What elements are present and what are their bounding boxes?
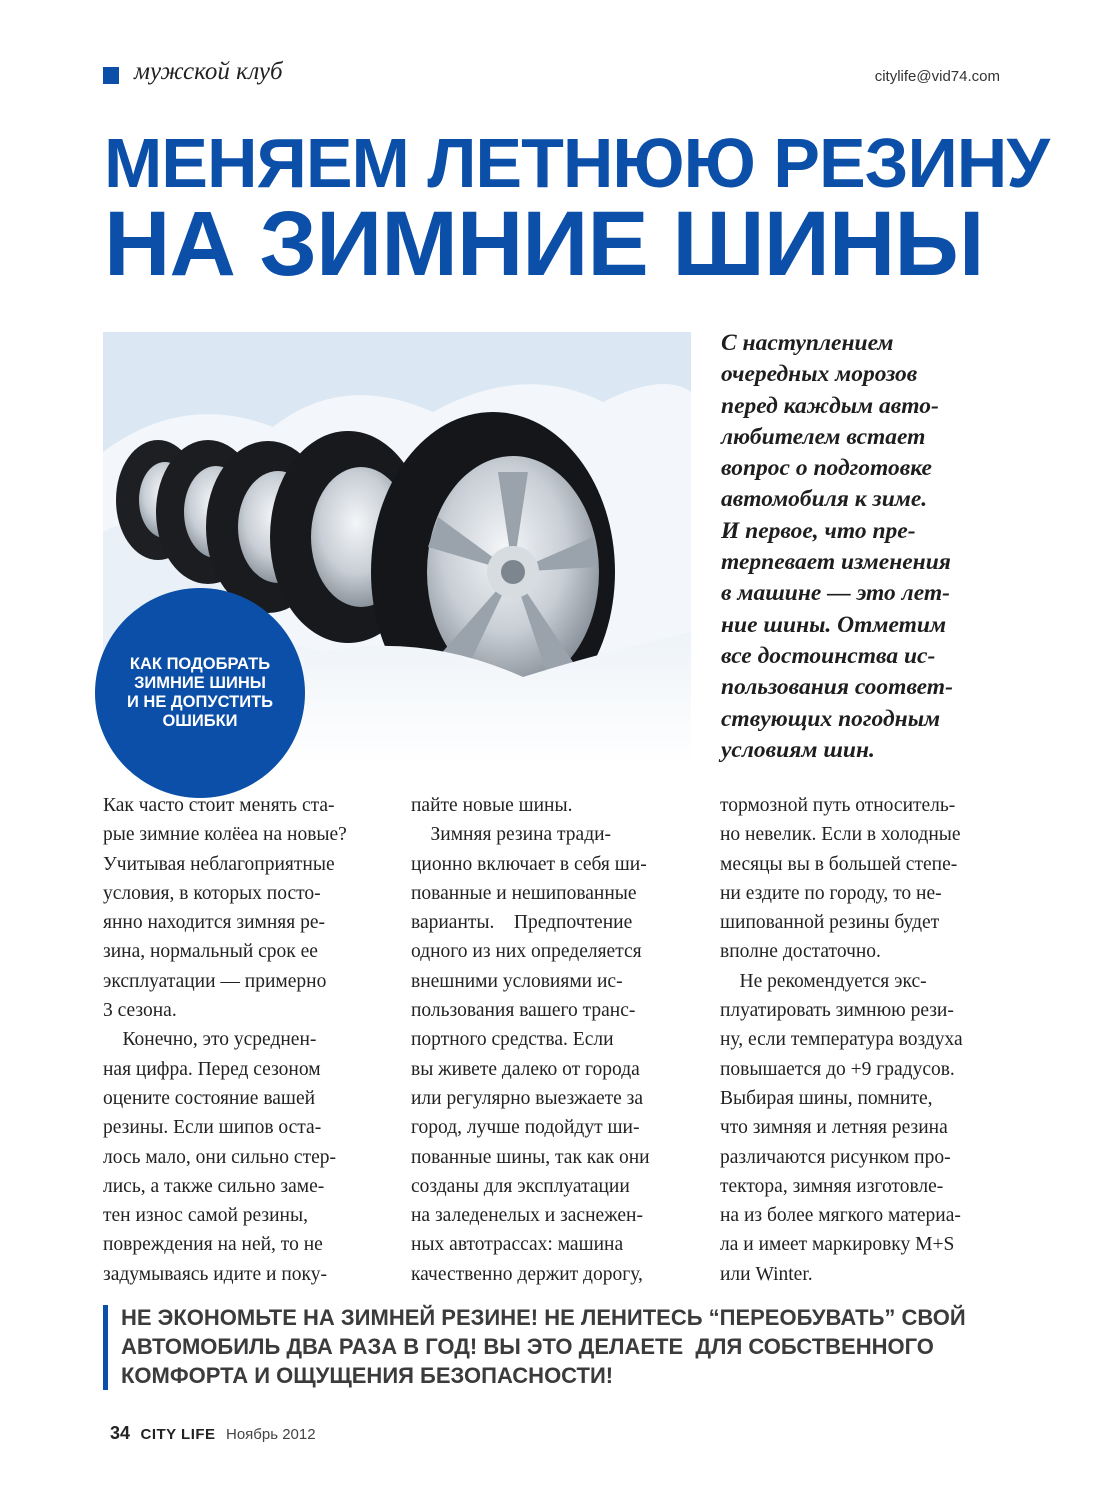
section-label: мужской клуб — [134, 58, 283, 85]
contact-email[interactable]: citylife@vid74.com — [874, 68, 1000, 85]
section-marker — [103, 67, 119, 84]
magazine-name: CITY LIFE — [140, 1426, 216, 1443]
callout-bar — [103, 1305, 108, 1390]
headline-line-1: МЕНЯЕМ ЛЕТНЮЮ РЕЗИНУ — [104, 124, 1049, 202]
body-column-3: тормозной путь относитель- но невелик. Если в холодные месяцы вы в большей степе- ни ездите по городу, то не- шипованной резины будет вполне достаточно. Не рекомендуется экс- плуатировать зимнюю рези- ну, если температура воздуха повышается до +9 градусов. Выбирая шины, помните, что зимняя и летняя резина различаются рисунком про- тектора, зимняя изготовле- на из более мягкого материа- ла и имеет маркировку M+S или Winter. — [720, 795, 963, 1285]
headline-line-2: НА ЗИМНИЕ ШИНЫ — [104, 193, 984, 295]
promo-circle — [95, 588, 305, 798]
body-column-2: пайте новые шины. Зимняя резина тради- ционно включает в себя ши- пованные и нешипованные варианты. Предпочтение одного из них определяется внешними условиями ис- пользования вашего транс- портного средства. Если вы живете далеко от города или регулярно выезжаете за город, лучше подойдут ши- пованные шины, так как они созданы для эксплуатации на заледенелых и заснежен- ных автотрассах: машина качественно держит дорогу, — [411, 795, 650, 1285]
promo-circle-text: КАК ПОДОБРАТЬ ЗИМНИЕ ШИНЫ И НЕ ДОПУСТИТЬ ОШИБКИ — [126, 655, 274, 730]
callout-text: НЕ ЭКОНОМЬТЕ НА ЗИМНЕЙ РЕЗИНЕ! НЕ ЛЕНИТЕСЬ “ПЕРЕОБУВАТЬ” СВОЙ АВТОМОБИЛЬ ДВА РАЗА В ГОД! ВЫ ЭТО ДЕЛАЕТЕ ДЛЯ СОБСТВЕННОГО КОМФОРТА И ОЩУЩЕНИЯ БЕЗОПАСНОСТИ! — [121, 1305, 966, 1388]
page-footer — [110, 1423, 316, 1444]
lead-paragraph: С наступлением очередных морозов перед каждым авто- любителем встает вопрос о подготовке автомобиля к зиме. И первое, что пре- терпевает изменения в машине — это лет- ние шины. Отметим все достоинства ис- пользования соответ- ствующих погодным условиям шин. — [721, 330, 953, 763]
body-column-1: Как часто стоит менять ста- рые зимние колёеа на новые? Учитывая неблагоприятные условия, в которых посто- янно находится зимняя ре- зина, нормальный срок ее эксплуатации — примерно 3 сезона. Конечно, это усреднен- ная цифра. Перед сезоном оцените состояние вашей резины. Если шипов оста- лось мало, они сильно стер- лись, а также сильно заме- тен износ самой резины, повреждения на ней, то не задумываясь идите и поку- — [103, 795, 347, 1285]
page-number: 34 — [110, 1423, 131, 1443]
issue-date: Ноябрь 2012 — [226, 1426, 316, 1443]
